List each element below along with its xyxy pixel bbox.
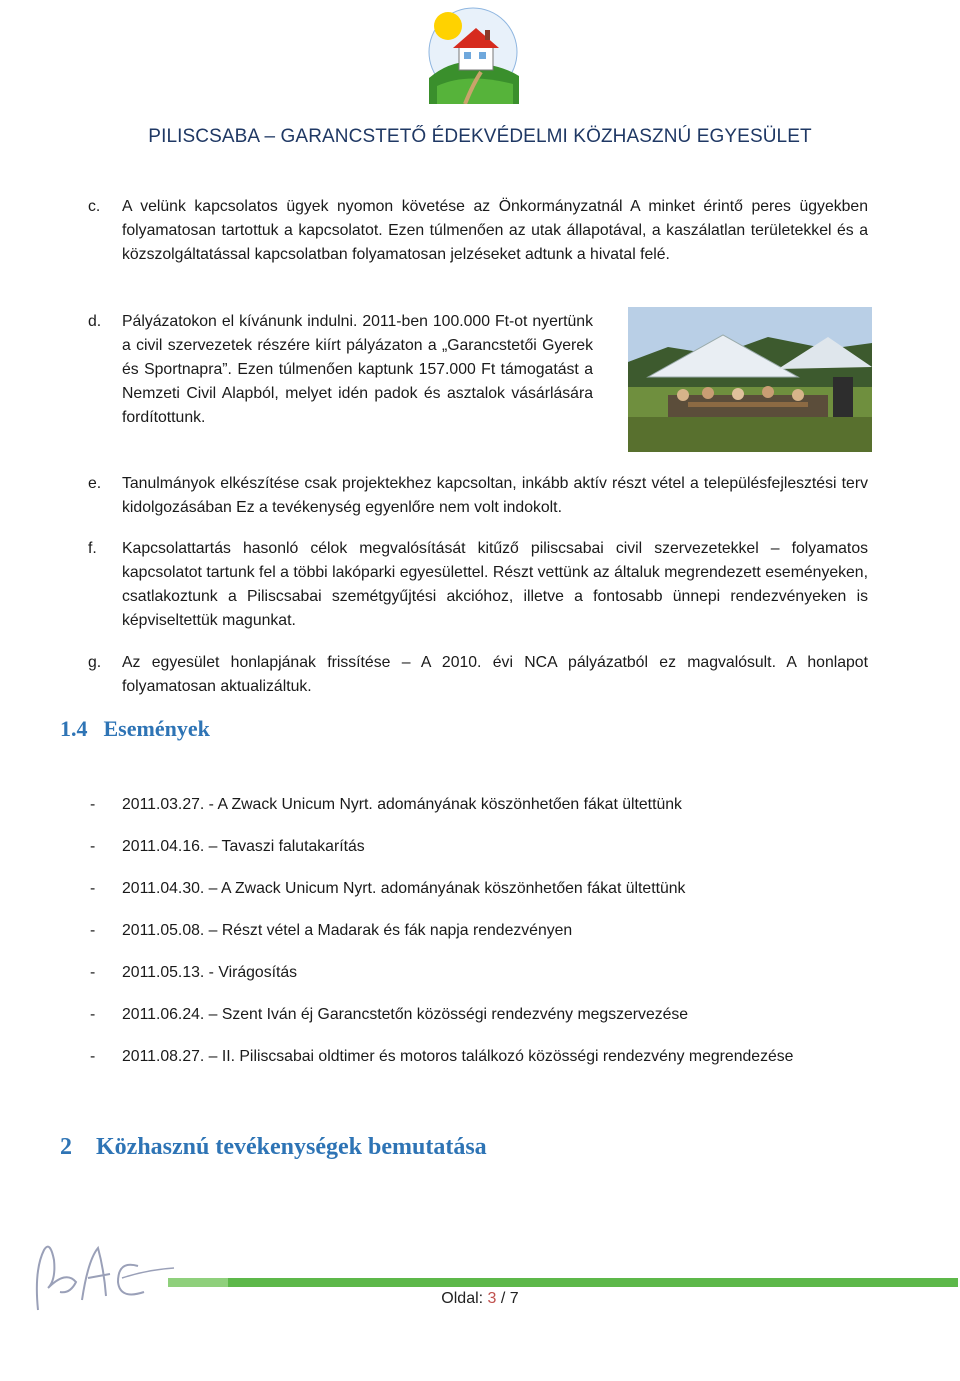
section-title: Közhasznú tevékenységek bemutatása	[96, 1134, 487, 1160]
section-heading-main	[60, 1134, 487, 1161]
dash-bullet: -	[90, 922, 96, 939]
list-item-e	[88, 472, 868, 520]
event-text: 2011.04.16. – Tavaszi falutakarítás	[122, 838, 365, 855]
section-title: Események	[103, 716, 210, 741]
section-number: 1.4	[60, 716, 88, 741]
list-item-text: Tanulmányok elkészítése csak projektekhez kapcsoltan, inkább aktív részt vétel a településfejlesztési terv kidolgozásában Ez a tevékenység egyenlőre nem volt indokolt.	[122, 475, 868, 516]
event-item	[90, 793, 870, 817]
event-text: 2011.05.13. - Virágosítás	[122, 964, 298, 981]
event-text: 2011.04.30. – A Zwack Unicum Nyrt. adományának köszönhetően fákat ültettünk	[122, 880, 686, 897]
event-text: 2011.05.08. – Részt vétel a Madarak és fák napja rendezvényen	[122, 922, 573, 939]
current-page: 3	[487, 1290, 497, 1307]
footer-prefix: Oldal:	[441, 1290, 488, 1307]
total-pages: 7	[509, 1290, 519, 1307]
list-item-label: c.	[88, 198, 101, 215]
event-text: 2011.03.27. - A Zwack Unicum Nyrt. adományának köszönhetően fákat ültettünk	[122, 796, 682, 813]
event-photo	[628, 307, 872, 452]
event-item	[90, 1003, 870, 1027]
list-item-c	[88, 195, 868, 267]
event-text: 2011.06.24. – Szent Iván éj Garancstetőn közösségi rendezvény megszervezése	[122, 1006, 689, 1023]
list-item-text: A velünk kapcsolatos ügyek nyomon követése az Önkormányzatnál A minket érintő peres ügyekben folyamatosan tartottuk a kapcsolatot. Ezen túlmenően az utak állapotával, a kaszálatlan területekkel és a közszolgáltatással kapcsolatban folyamatosan jelzéseket adtunk a hivatal felé.	[122, 198, 868, 263]
event-item	[90, 835, 870, 859]
page-footer	[0, 1290, 960, 1308]
dash-bullet: -	[90, 1006, 96, 1023]
event-item	[90, 961, 870, 985]
dash-bullet: -	[90, 964, 96, 981]
list-item-f	[88, 537, 868, 633]
list-item-g	[88, 651, 868, 699]
event-item	[90, 1045, 870, 1069]
dash-bullet: -	[90, 880, 96, 897]
list-item-text: Az egyesület honlapjának frissítése – A 2010. évi NCA pályázatból ez magvalósult. A honlapot folyamatosan aktualizáltuk.	[122, 654, 868, 695]
list-item-label: e.	[88, 475, 102, 492]
page-separator: /	[496, 1290, 510, 1307]
section-heading-events	[60, 716, 210, 742]
list-item-d	[88, 310, 593, 430]
dash-bullet: -	[90, 838, 96, 855]
event-text: 2011.08.27. – II. Piliscsabai oldtimer és motoros találkozó közösségi rendezvény megrendezése	[122, 1048, 794, 1065]
footer-bar	[168, 1278, 958, 1287]
list-item-label: d.	[88, 313, 102, 330]
organization-name: PILISCSABA – GARANCSTETŐ ÉDEKVÉDELMI KÖZHASZNÚ EGYESÜLET	[148, 126, 812, 147]
dash-bullet: -	[90, 796, 96, 813]
list-item-text: Kapcsolattartás hasonló célok megvalósítását kitűző piliscsabai civil szervezetekkel – folyamatos kapcsolatot tartunk fel a többi lakóparki egyesülettel. Részt vettünk az általuk megrendezett eseményeken, csatlakoztunk a Piliscsabai szemétgyűjtési akcióhoz, illetve a fontosabb ünnepi rendezvényeken is képviseltettük magunkat.	[122, 540, 868, 629]
dash-bullet: -	[90, 1048, 96, 1065]
event-item	[90, 877, 870, 901]
event-item	[90, 919, 870, 943]
section-number: 2	[60, 1134, 72, 1160]
list-item-label: g.	[88, 654, 102, 671]
list-item-text: Pályázatokon el kívánunk indulni. 2011-ben 100.000 Ft-ot nyertünk a civil szervezetek részére kiírt pályázaton a „Garancstetői Gyerek és Sportnapra”. Ezen túlmenően kaptunk 157.000 Ft támogatást a Nemzeti Civil Alapból, melyet idén padok és asztalok vásárlására fordítottunk.	[122, 313, 593, 426]
house-logo	[415, 6, 531, 104]
list-item-label: f.	[88, 540, 97, 557]
